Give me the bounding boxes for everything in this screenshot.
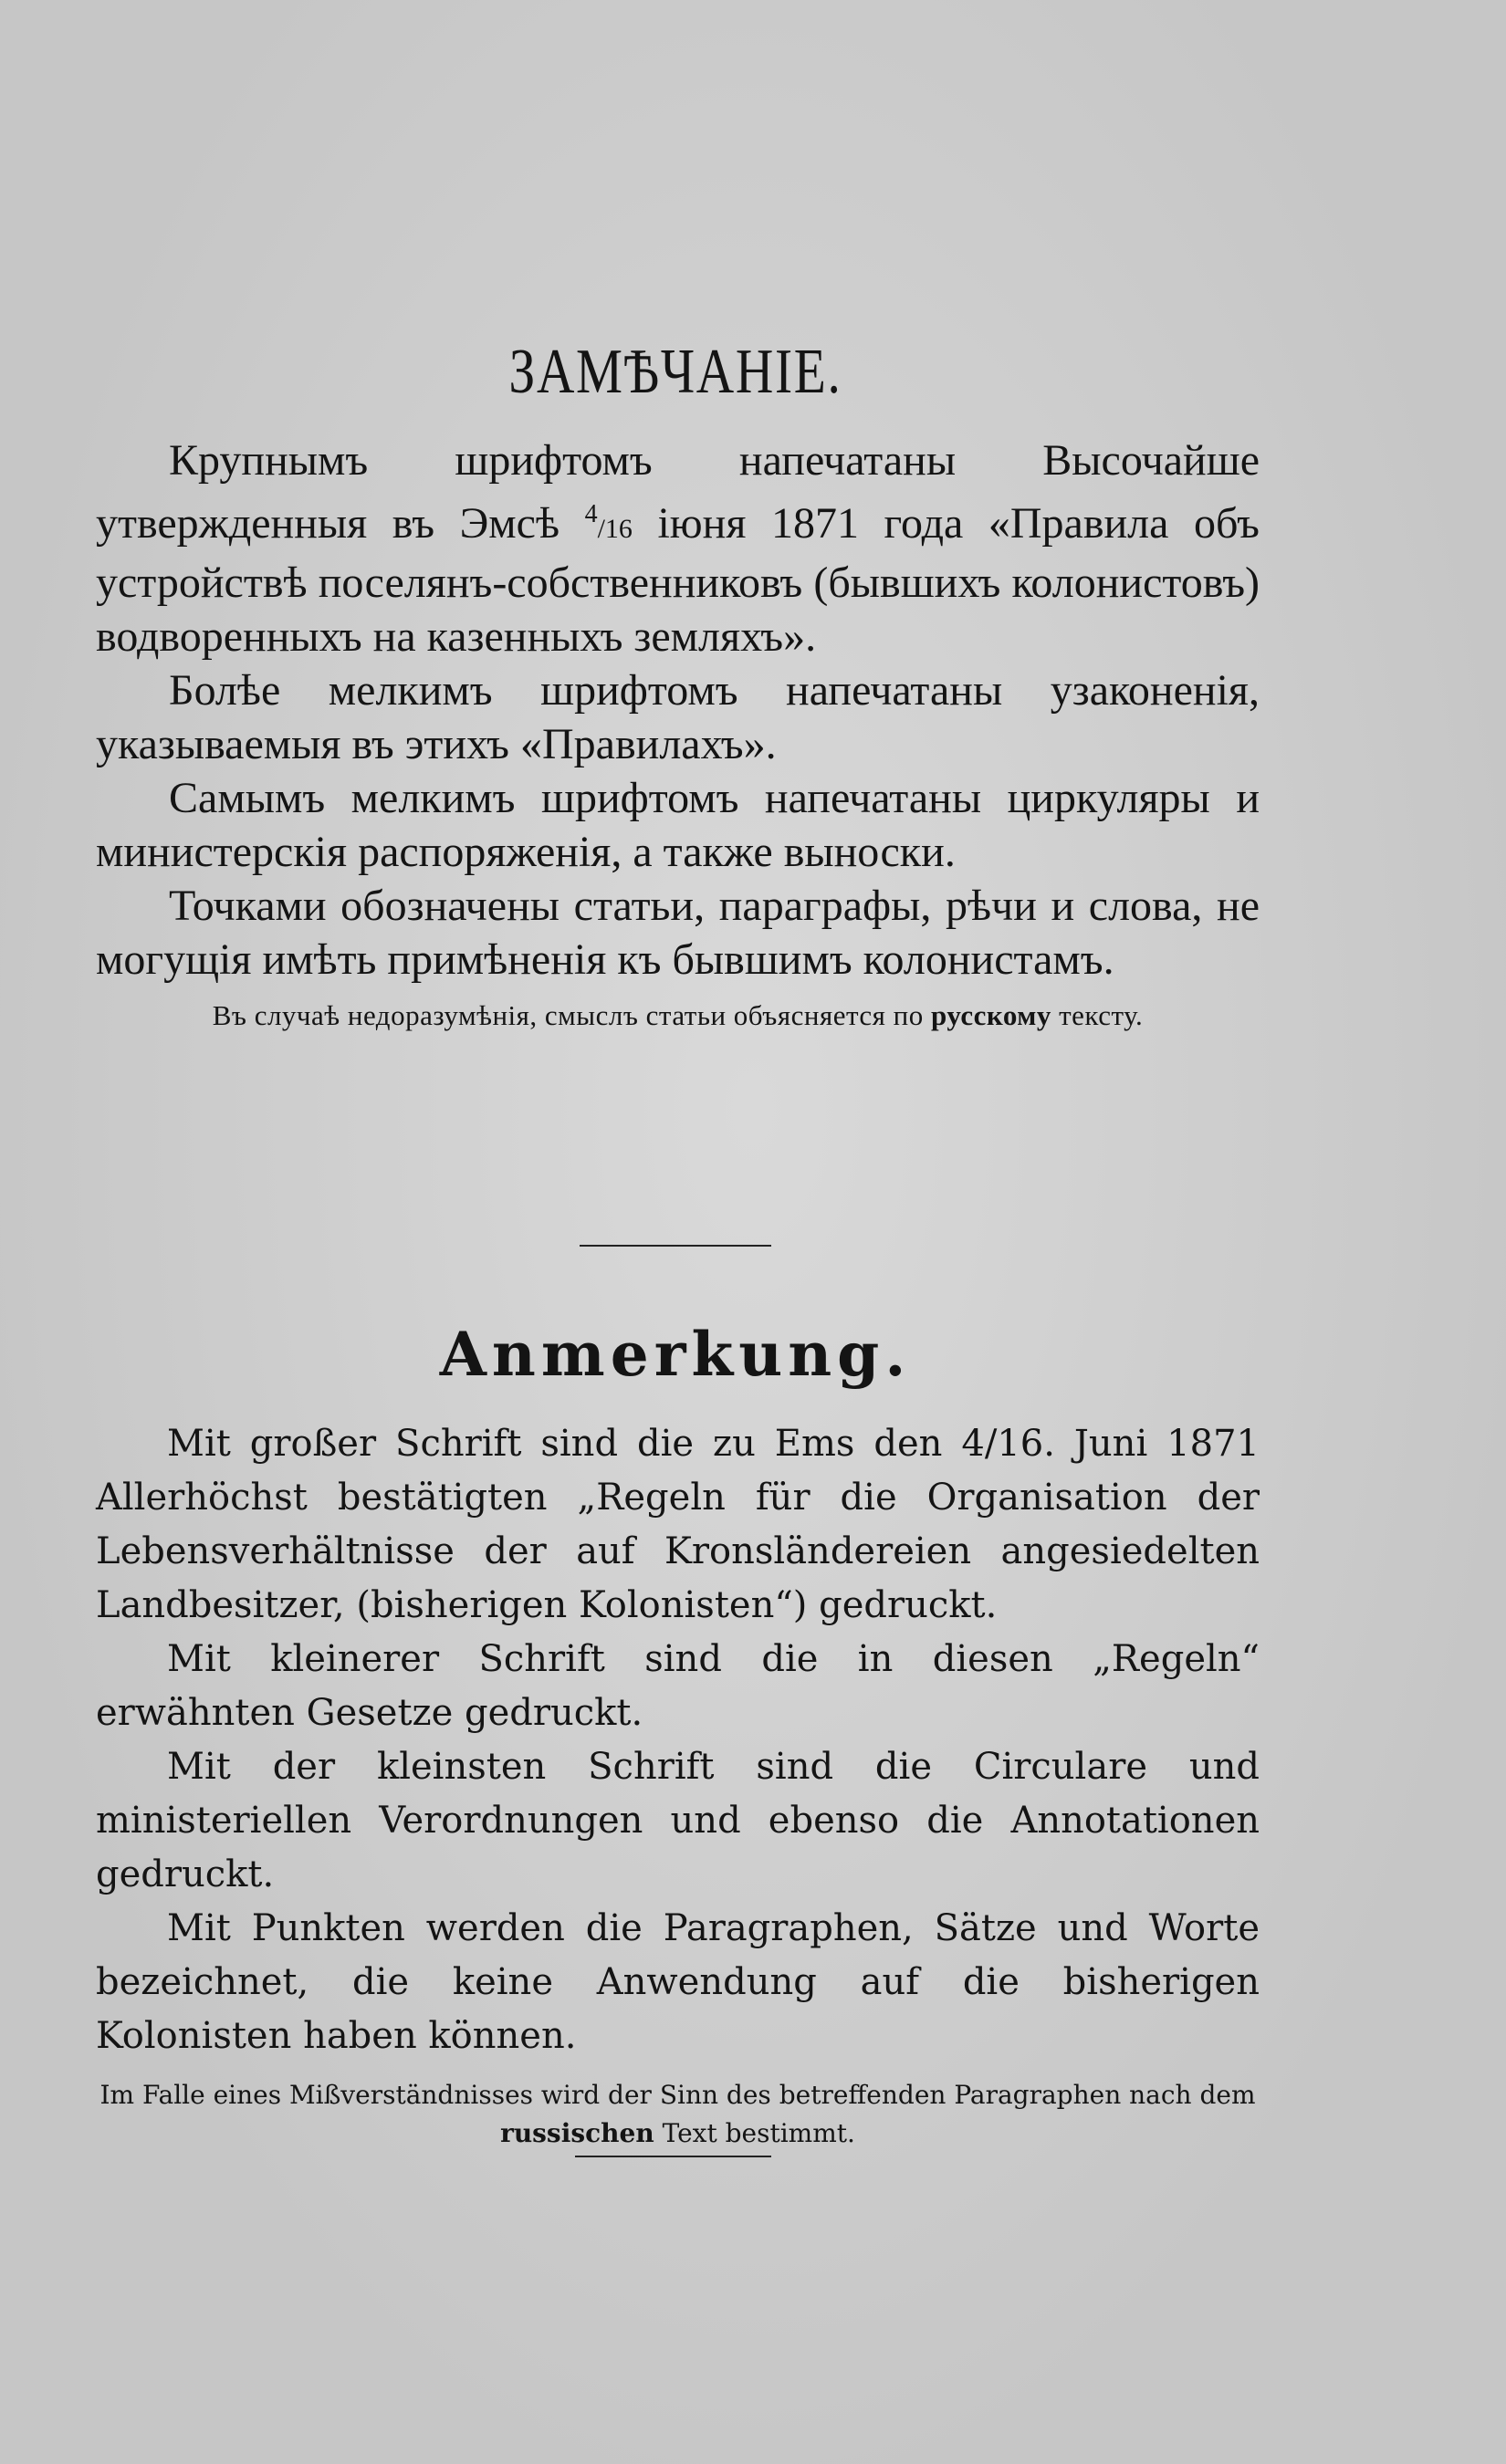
- german-section: [96, 1417, 1260, 2153]
- german-paragraph-3: Mit der kleinsten Schrift sind die Circulare und ministeriellen Verordnungen und ebenso die Annotationen gedruckt.: [96, 1746, 1260, 1895]
- german-paragraph-2: Mit kleinerer Schrift sind die in diesen „Regeln“ erwähnten Gesetze gedruckt.: [96, 1638, 1260, 1734]
- russian-paragraph-1: Крупнымъ шрифтомъ напечатаны Высочайше утвержденныя въ Эмсѣ $^4$/16 іюня 1871 года «Правила объ устройствѣ поселянъ-собственниковъ (бывшихъ колонистовъ) водворенныхъ на казенныхъ земляхъ».: [96, 436, 1260, 661]
- russian-paragraph-3: Самымъ мелкимъ шрифтомъ напечатаны циркуляры и министерскія распоряженія, а также выноски.: [96, 774, 1260, 876]
- section-divider: [580, 1245, 771, 1247]
- russian-paragraph-2: Болѣе мелкимъ шрифтомъ напечатаны узаконенія, указываемыя въ этихъ «Правилахъ».: [96, 666, 1260, 768]
- russian-heading: ЗАМѢЧАНІЕ.: [508, 337, 842, 407]
- russian-note: Въ случаѣ недоразумѣнія, смыслъ статьи объясняется по русскому тексту.: [212, 999, 1144, 1031]
- german-paragraph-1: Mit großer Schrift sind die zu Ems den 4/16. Juni 1871 Allerhöchst bestätigten „Regeln für die Organisation der Lebensverhältnisse der auf Kronsländereien angesiedelten Landbesitzer, (bisherigen Kolonisten“) gedruckt.: [96, 1423, 1260, 1626]
- german-paragraph-4: Mit Punkten werden die Paragraphen, Sätze und Worte bezeichnet, die keine Anwendung auf die bisherigen Kolonisten haben können.: [96, 1907, 1260, 2057]
- closing-rule: [575, 2156, 771, 2157]
- german-heading: Anmerkung.: [439, 1319, 912, 1390]
- russian-section: [96, 433, 1260, 1032]
- russian-paragraph-4: Точками обозначены статьи, параграфы, рѣчи и слова, не могущія имѣть примѣненія къ бывшимъ колонистамъ.: [96, 882, 1260, 984]
- german-note: Im Falle eines Mißverständnisses wird der Sinn des betreffenden Paragraphen nach dem russischen Text bestimmt.: [99, 2080, 1256, 2148]
